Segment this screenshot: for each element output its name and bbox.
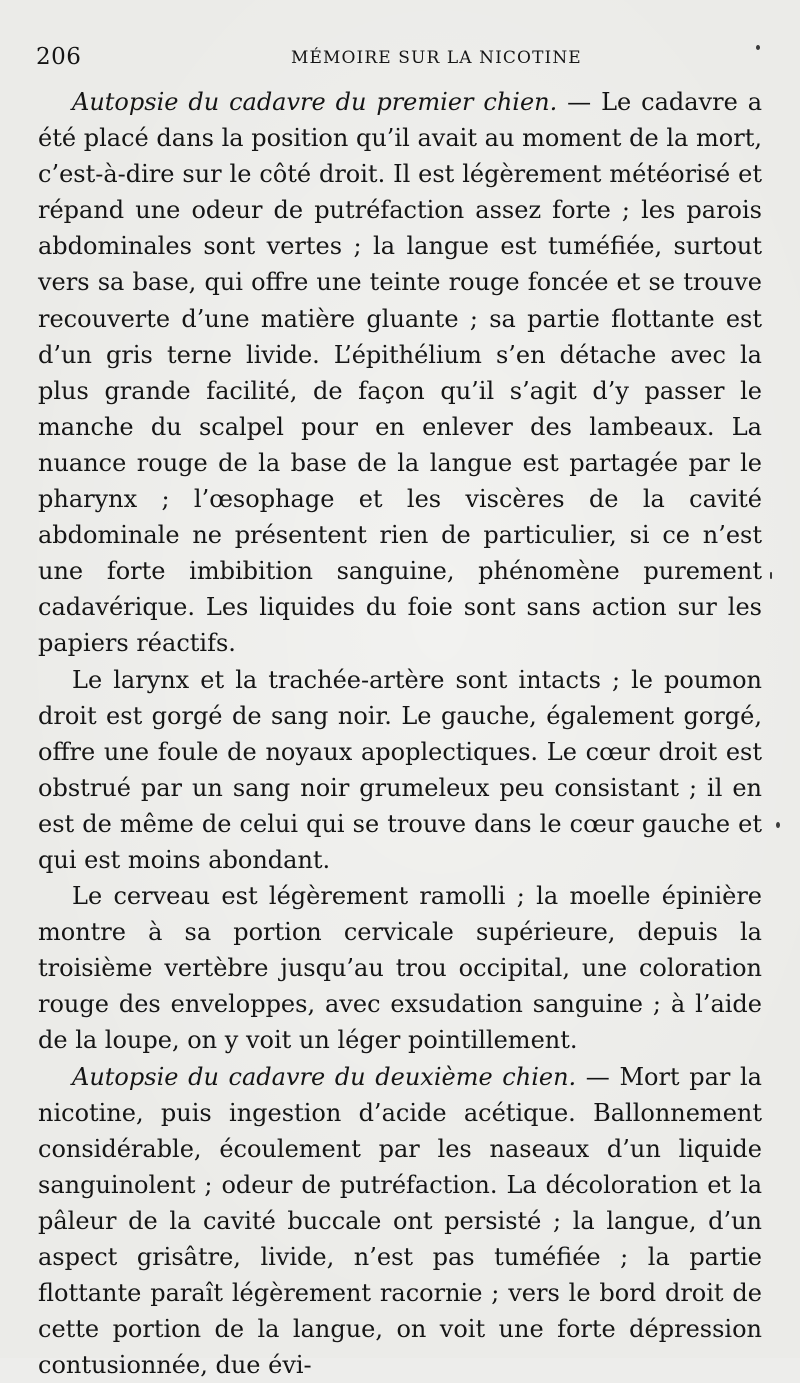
ink-speck: [776, 822, 780, 828]
main-text: [38, 84, 762, 1383]
ink-speck: [756, 45, 760, 50]
running-title: MÉMOIRE SUR LA NICOTINE: [291, 48, 582, 68]
page-header: [36, 44, 766, 78]
paragraph-text: Le larynx et la trachée-artère sont intacts ; le poumon droit est gorgé de sang noir. Le gauche, également gorgé, offre une foule de noyaux apoplectiques. Le cœur droit est obstrué par un sang noir grumeleux peu consistant ; il en est de même de celui qui se trouve dans le cœur gauche et qui est moins abondant.: [38, 665, 762, 874]
paragraph-text: Le cerveau est légèrement ramolli ; la moelle épinière montre à sa portion cervicale supérieure, depuis la troisième vertèbre jusqu’au trou occipital, une coloration rouge des enveloppes, avec exsudation sanguine ; à l’aide de la loupe, on y voit un léger pointillement.: [38, 882, 762, 1055]
section-heading-first-dog: Autopsie du cadavre du premier chien.: [72, 88, 558, 116]
paragraph-lungs-heart: [38, 662, 762, 879]
ink-speck: [770, 572, 772, 579]
paragraph-first-dog-autopsy: [38, 84, 762, 662]
paragraph-text: — Le cadavre a été placé dans la position qu’il avait au moment de la mort, c’est-à-dire sur le côté droit. Il est légèrement météorisé et répand une odeur de putréfaction assez forte ; les parois abdominales sont vertes ; la langue est tuméfiée, surtout vers sa base, qui offre une teinte rouge foncée et se trouve recouverte d’une matière gluante ; sa partie flottante est d’un gris terne livide. L’épithélium s’en détache avec la plus grande facilité, de façon qu’il s’agit d’y passer le manche du scalpel pour en enlever des lambeaux. La nuance rouge de la base de la langue est partagée par le pharynx ; l’œsophage et les viscères de la cavité abdominale ne présentent rien de particulier, si ce n’est une forte imbibition sanguine, phénomène purement cadavérique. Les liquides du foie sont sans action sur les papiers réactifs.: [38, 88, 762, 658]
section-heading-second-dog: Autopsie du cadavre du deuxième chien.: [72, 1062, 577, 1091]
paragraph-brain: [38, 878, 762, 1058]
paragraph-text: — Mort par la nicotine, puis ingestion d’acide acétique. Ballonnement considérable, écoulement par les naseaux d’un liquide sanguinolent ; odeur de putréfaction. La décoloration et la pâleur de la cavité buccale ont persisté ; la langue, d’un aspect grisâtre, livide, n’est pas tuméfiée ; la partie flottante paraît légèrement racornie ; vers le bord droit de cette portion de la langue, on voit une forte dépression contusionnée, due évi-: [38, 1062, 762, 1380]
paragraph-second-dog-autopsy: [38, 1059, 762, 1383]
page-number: 206: [36, 44, 82, 70]
